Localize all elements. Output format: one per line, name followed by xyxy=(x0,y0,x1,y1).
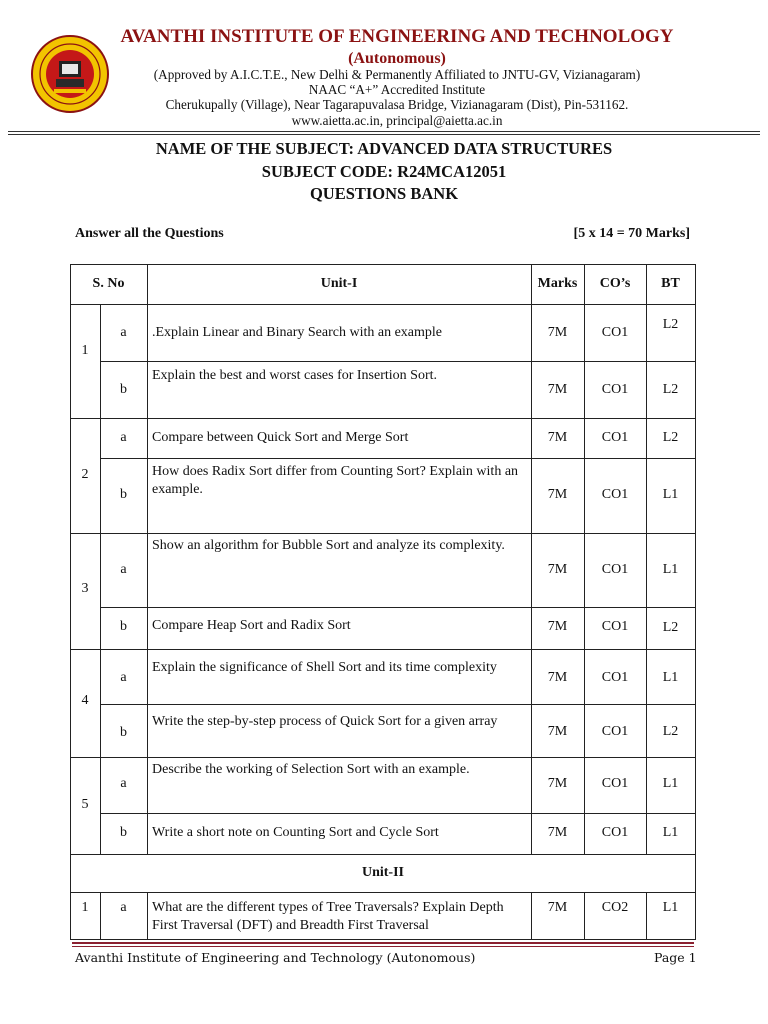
question-bt: L2 xyxy=(662,382,679,397)
question-marks: 7M xyxy=(547,619,568,634)
question-bt: L2 xyxy=(662,724,679,739)
header-unit1: Unit-I xyxy=(320,276,358,291)
question-part-label: a xyxy=(120,900,127,915)
question-co: CO1 xyxy=(601,776,629,791)
unit2-heading: Unit-II xyxy=(361,865,404,880)
question-number: 5 xyxy=(81,797,89,812)
question-part-label: b xyxy=(120,382,127,397)
institute-approval: (Approved by A.I.C.T.E., New Delhi & Permanently Affiliated to JNTU-GV, Vizianagaram) xyxy=(153,67,641,82)
question-marks: 7M xyxy=(547,670,568,685)
question-co: CO1 xyxy=(601,562,629,577)
question-part-label: a xyxy=(120,325,127,340)
header-divider-2 xyxy=(8,134,760,135)
question-marks: 7M xyxy=(547,382,568,397)
question-co: CO2 xyxy=(601,900,629,915)
instructions: Answer all the Questions xyxy=(75,226,224,241)
footer-divider-2 xyxy=(72,946,694,947)
header-bt: BT xyxy=(661,276,680,291)
question-text: Explain the best and worst cases for Insertion Sort. xyxy=(152,368,437,383)
question-part-label: a xyxy=(120,430,127,445)
question-marks: 7M xyxy=(547,776,568,791)
question-text: How does Radix Sort differ from Counting Sort? Explain with an example. xyxy=(152,464,519,497)
question-marks: 7M xyxy=(547,825,568,840)
institute-naac: NAAC “A+” Accredited Institute xyxy=(308,82,486,97)
subject-code: SUBJECT CODE: R24MCA12051 xyxy=(261,162,507,181)
question-part-label: a xyxy=(120,776,127,791)
question-marks: 7M xyxy=(547,430,568,445)
question-co: CO1 xyxy=(601,382,629,397)
question-marks: 7M xyxy=(547,724,568,739)
total-marks: [5 x 14 = 70 Marks] xyxy=(573,226,690,241)
question-part-label: b xyxy=(120,619,127,634)
question-bt: L1 xyxy=(662,825,679,840)
question-part-label: b xyxy=(120,487,127,502)
question-part-label: b xyxy=(120,725,127,740)
question-co: CO1 xyxy=(601,487,629,502)
question-co: CO1 xyxy=(601,430,629,445)
question-text: .Explain Linear and Binary Search with an example xyxy=(152,325,443,340)
question-co: CO1 xyxy=(601,670,629,685)
question-text: Compare between Quick Sort and Merge Sort xyxy=(152,430,409,445)
footer-institute: Avanthi Institute of Engineering and Technology (Autonomous) xyxy=(75,950,476,965)
question-text: Compare Heap Sort and Radix Sort xyxy=(152,618,351,633)
header-sno: S. No xyxy=(92,276,125,291)
question-bt: L2 xyxy=(662,430,679,445)
question-bt: L1 xyxy=(662,562,679,577)
question-number: 2 xyxy=(81,467,89,482)
question-bt: L1 xyxy=(662,487,679,502)
question-co: CO1 xyxy=(601,325,629,340)
question-bt: L2 xyxy=(662,317,679,332)
question-text: Explain the significance of Shell Sort and its time complexity xyxy=(152,660,497,675)
institute-address: Cherukupally (Village), Near Tagarapuvalasa Bridge, Vizianagaram (Dist), Pin-531162. xyxy=(165,97,629,112)
question-table xyxy=(70,264,696,940)
institute-web: www.aietta.ac.in, principal@aietta.ac.in xyxy=(291,113,503,128)
institute-autonomous: (Autonomous) xyxy=(348,50,446,67)
question-bt: L1 xyxy=(662,776,679,791)
question-marks: 7M xyxy=(547,487,568,502)
question-text: What are the different types of Tree Traversals? Explain Depth First Traversal (DFT) and Breadth First Traversal xyxy=(152,900,504,933)
question-text: Write a short note on Counting Sort and Cycle Sort xyxy=(152,825,439,840)
institute-name: AVANTHI INSTITUTE OF ENGINEERING AND TECHNOLOGY xyxy=(120,26,674,47)
question-bt: L2 xyxy=(662,620,679,635)
question-co: CO1 xyxy=(601,724,629,739)
question-marks: 7M xyxy=(547,325,568,340)
subject-name: NAME OF THE SUBJECT: ADVANCED DATA STRUCTURES xyxy=(155,139,613,158)
question-part-label: a xyxy=(120,670,127,685)
question-marks: 7M xyxy=(547,562,568,577)
question-text: Write the step-by-step process of Quick Sort for a given array xyxy=(152,714,498,729)
question-number: 3 xyxy=(81,581,89,596)
question-text: Describe the working of Selection Sort with an example. xyxy=(152,762,470,777)
question-co: CO1 xyxy=(601,825,629,840)
question-part-label: a xyxy=(120,562,127,577)
question-marks: 7M xyxy=(547,900,568,915)
question-number: 1 xyxy=(81,900,89,915)
question-bt: L1 xyxy=(662,900,679,915)
question-number: 1 xyxy=(81,343,89,358)
footer-divider xyxy=(72,942,694,944)
header-marks: Marks xyxy=(537,276,578,291)
header-divider xyxy=(8,131,760,132)
question-co: CO1 xyxy=(601,619,629,634)
institute-logo xyxy=(30,34,110,114)
question-bank-title: QUESTIONS BANK xyxy=(309,184,459,203)
question-bt: L1 xyxy=(662,670,679,685)
question-part-label: b xyxy=(120,825,127,840)
question-number: 4 xyxy=(81,693,89,708)
header-cos: CO’s xyxy=(599,276,631,291)
page-number: Page 1 xyxy=(654,950,697,965)
question-text: Show an algorithm for Bubble Sort and analyze its complexity. xyxy=(152,538,505,553)
